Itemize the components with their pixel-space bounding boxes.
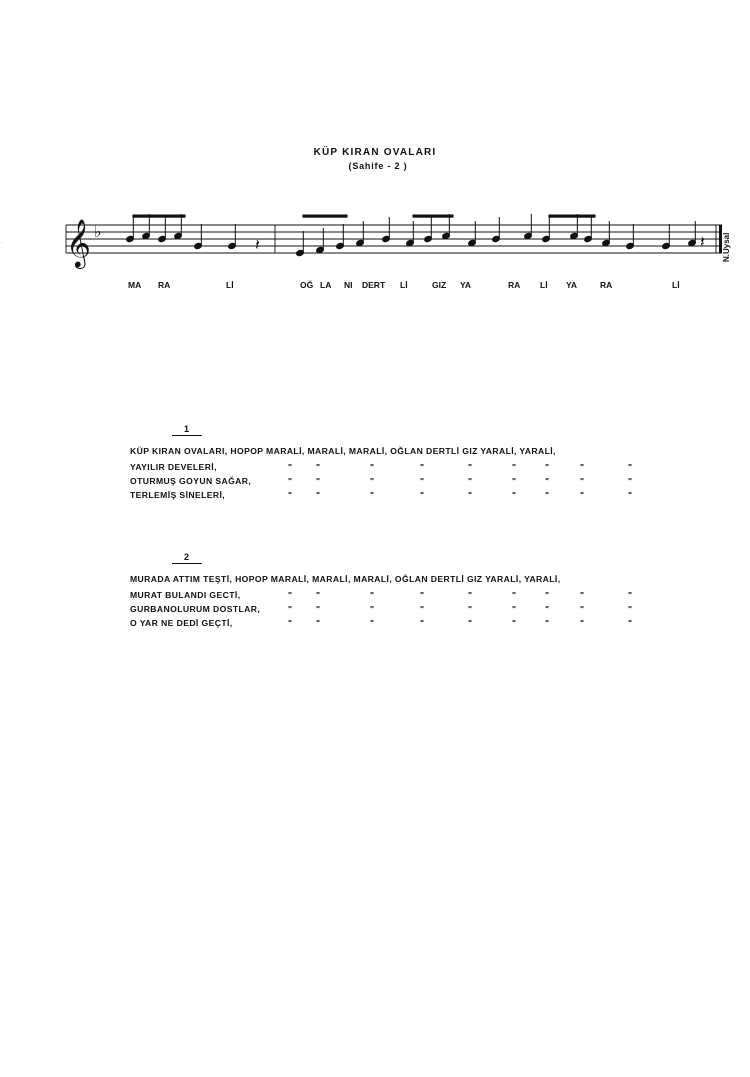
lyric-syllable: Lİ xyxy=(226,280,234,290)
ditto-mark: " xyxy=(512,604,517,614)
ditto-mark: " xyxy=(370,604,375,614)
lyric-syllable: YA xyxy=(460,280,472,290)
ditto-mark: " xyxy=(512,590,517,600)
ditto-mark: " xyxy=(468,618,473,628)
ditto-mark: " xyxy=(288,618,293,628)
beam xyxy=(133,215,185,217)
verse-number: 1 xyxy=(172,424,202,436)
lyric-syllable: Lİ xyxy=(540,280,548,290)
music-staff xyxy=(0,205,750,275)
ditto-mark: " xyxy=(420,604,425,614)
lyric-syllable: DERT xyxy=(362,280,386,290)
ditto-mark: " xyxy=(316,604,321,614)
quarter-rest-icon: 𝄽 xyxy=(255,237,260,254)
ditto-mark: " xyxy=(370,618,375,628)
quarter-rest-icon: 𝄽 xyxy=(700,234,705,251)
ditto-mark: " xyxy=(545,490,550,500)
ditto-mark: " xyxy=(545,618,550,628)
verse-line: YAYILIR DEVELERİ, xyxy=(130,462,217,472)
page-subtitle: (Sahife - 2 ) xyxy=(348,161,408,171)
ditto-mark: " xyxy=(288,490,293,500)
ditto-mark: " xyxy=(420,490,425,500)
lyric-syllable: Lİ xyxy=(400,280,408,290)
ditto-mark: " xyxy=(316,590,321,600)
ditto-mark: " xyxy=(545,604,550,614)
ditto-mark: " xyxy=(628,490,633,500)
ditto-mark: " xyxy=(512,476,517,486)
ditto-mark: " xyxy=(545,476,550,486)
ditto-mark: " xyxy=(628,604,633,614)
lyric-syllable: RA xyxy=(508,280,521,290)
ditto-mark: " xyxy=(420,476,425,486)
ditto-mark: " xyxy=(580,604,585,614)
ditto-mark: " xyxy=(420,462,425,472)
ditto-mark: " xyxy=(288,462,293,472)
lyric-syllable: LA xyxy=(320,280,332,290)
lyric-syllable: YA xyxy=(566,280,578,290)
lyric-syllable: MA xyxy=(128,280,142,290)
ditto-mark: " xyxy=(580,490,585,500)
ditto-mark: " xyxy=(628,590,633,600)
lyric-syllable: RA xyxy=(158,280,171,290)
ditto-mark: " xyxy=(420,590,425,600)
verse-line: MURAT BULANDI GECTİ, xyxy=(130,590,241,600)
song-title: KÜP KIRAN OVALARI xyxy=(313,147,437,158)
ditto-mark: " xyxy=(370,476,375,486)
margin-mark: · xyxy=(0,240,2,246)
verse-line: TERLEMİŞ SİNELERİ, xyxy=(130,490,226,500)
ditto-mark: " xyxy=(580,590,585,600)
lyric-syllable: RA xyxy=(600,280,613,290)
ditto-mark: " xyxy=(468,590,473,600)
ditto-mark: " xyxy=(370,490,375,500)
flat-icon: ♭ xyxy=(94,222,102,241)
ditto-mark: " xyxy=(628,618,633,628)
verse-first-line: KÜP KIRAN OVALARI, HOPOP MARALİ, MARALİ, MARALİ, OĞLAN DERTLİ GIZ YARALİ, YARALİ, xyxy=(130,446,556,456)
lyric-syllable: GIZ xyxy=(432,280,447,290)
lyric-syllable: OĞ xyxy=(300,280,314,290)
verse-first-line: MURADA ATTIM TEŞTİ, HOPOP MARALİ, MARALİ, MARALİ, OĞLAN DERTLİ GIZ YARALİ, YARALİ, xyxy=(130,574,561,584)
ditto-mark: " xyxy=(420,618,425,628)
beam xyxy=(413,215,453,217)
verse-line: GURBANOLURUM DOSTLAR, xyxy=(130,604,261,614)
composer-name: N.Uysal xyxy=(722,232,731,262)
ditto-mark: " xyxy=(468,462,473,472)
ditto-mark: " xyxy=(628,476,633,486)
lyric-syllable: Lİ xyxy=(672,280,680,290)
beam xyxy=(549,215,595,217)
ditto-mark: " xyxy=(580,462,585,472)
verse-number: 2 xyxy=(172,552,202,564)
lyric-syllable: NI xyxy=(344,280,353,290)
verse-line: OTURMUŞ GOYUN SAĞAR, xyxy=(130,476,252,486)
verse-line: O YAR NE DEDİ GEÇTİ, xyxy=(130,618,233,628)
ditto-mark: " xyxy=(468,604,473,614)
ditto-mark: " xyxy=(628,462,633,472)
treble-clef-icon: 𝄞 xyxy=(66,218,91,267)
ditto-mark: " xyxy=(512,618,517,628)
ditto-mark: " xyxy=(316,462,321,472)
beam xyxy=(303,215,347,217)
ditto-mark: " xyxy=(288,604,293,614)
ditto-mark: " xyxy=(545,590,550,600)
ditto-mark: " xyxy=(468,476,473,486)
ditto-mark: " xyxy=(288,476,293,486)
ditto-mark: " xyxy=(370,462,375,472)
ditto-mark: " xyxy=(316,490,321,500)
ditto-mark: " xyxy=(512,490,517,500)
ditto-mark: " xyxy=(316,476,321,486)
ditto-mark: " xyxy=(316,618,321,628)
ditto-mark: " xyxy=(370,590,375,600)
ditto-mark: " xyxy=(468,490,473,500)
ditto-mark: " xyxy=(580,476,585,486)
ditto-mark: " xyxy=(545,462,550,472)
ditto-mark: " xyxy=(288,590,293,600)
ditto-mark: " xyxy=(580,618,585,628)
ditto-mark: " xyxy=(512,462,517,472)
